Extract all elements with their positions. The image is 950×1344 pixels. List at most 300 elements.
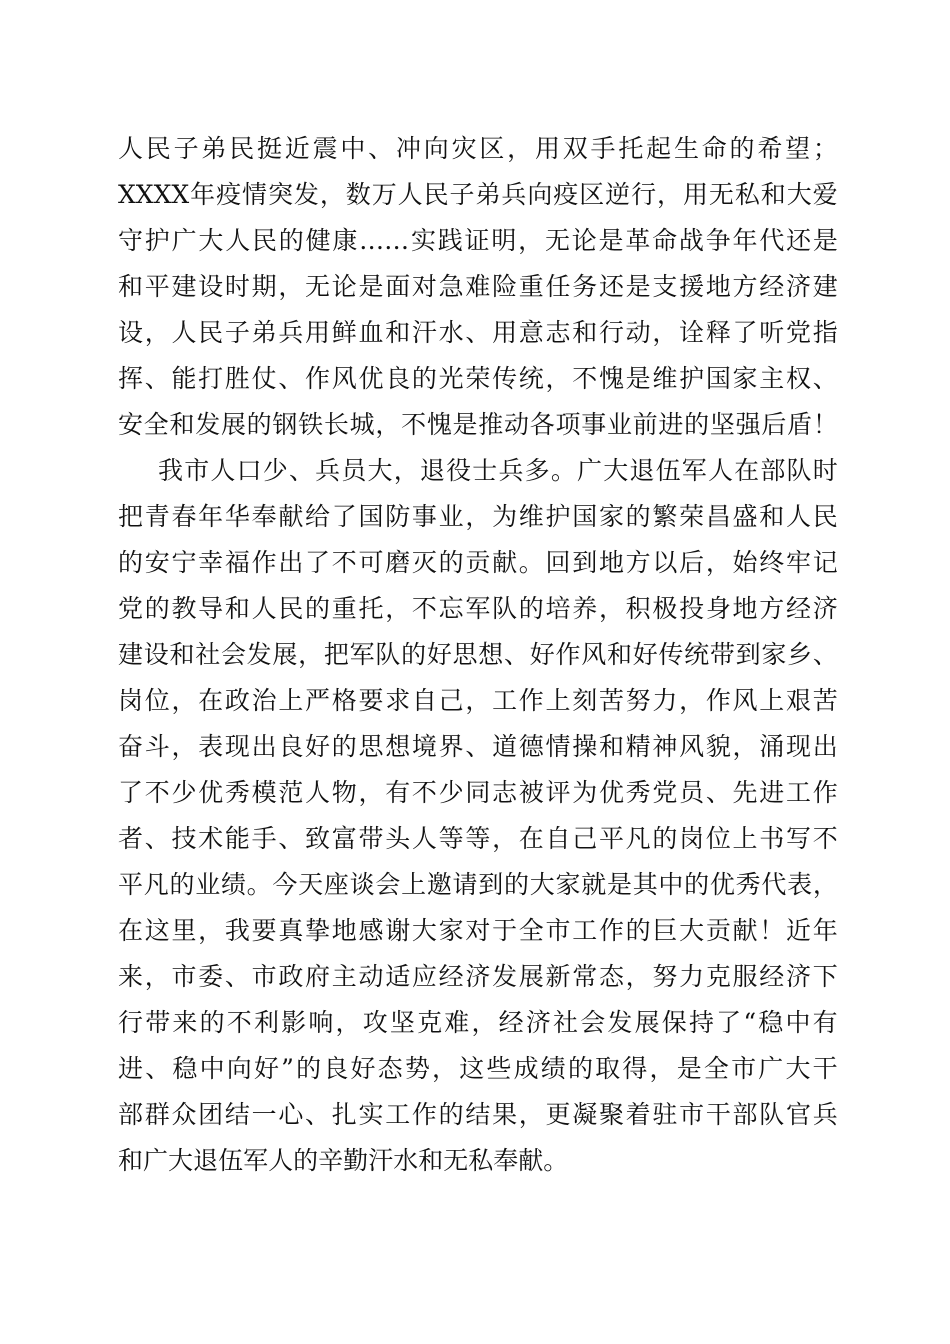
glyph: 不	[226, 1008, 252, 1037]
glyph: 谢	[385, 916, 411, 945]
glyph: 作	[518, 686, 544, 715]
glyph: 好	[253, 1054, 279, 1083]
glyph: 不	[401, 410, 427, 439]
glyph: 济	[785, 962, 811, 991]
glyph: 希	[757, 134, 783, 163]
glyph: 双	[562, 134, 588, 163]
glyph: 着	[625, 1100, 651, 1129]
glyph: 回	[545, 548, 571, 577]
glyph: 到	[572, 548, 598, 577]
glyph: 爱	[812, 180, 838, 209]
glyph: 结	[224, 1100, 250, 1129]
text-line	[118, 1092, 838, 1138]
text-line	[118, 586, 838, 632]
glyph: ，	[465, 502, 491, 531]
glyph: 时	[812, 456, 838, 485]
glyph: 和	[418, 1146, 444, 1175]
glyph: 和	[118, 1146, 144, 1175]
glyph: 行	[118, 1008, 144, 1037]
glyph: ，	[545, 364, 571, 393]
glyph: 评	[545, 778, 571, 807]
glyph: 奉	[251, 502, 277, 531]
glyph: 的	[652, 824, 678, 853]
text-line	[118, 494, 838, 540]
glyph: 盛	[732, 502, 758, 531]
glyph: 护	[144, 226, 170, 255]
glyph: 技	[171, 824, 197, 853]
glyph: 出	[251, 732, 277, 761]
glyph: 项	[555, 410, 581, 439]
glyph: ，	[657, 180, 683, 209]
glyph: 好	[350, 1054, 376, 1083]
glyph: 践	[437, 226, 463, 255]
glyph: 自	[411, 686, 437, 715]
glyph: ，	[144, 318, 170, 347]
glyph: 情	[242, 180, 268, 209]
glyph: 势	[404, 1054, 430, 1083]
glyph: 地	[598, 548, 624, 577]
glyph: 命	[701, 134, 727, 163]
glyph: 血	[358, 318, 384, 347]
glyph: 的	[729, 134, 755, 163]
text-line	[118, 816, 838, 862]
paragraph-2	[118, 448, 838, 1184]
glyph: 挺	[256, 134, 282, 163]
glyph: 影	[281, 1008, 307, 1037]
glyph: 己	[572, 824, 598, 853]
glyph: 党	[118, 594, 144, 623]
glyph: 不	[572, 364, 598, 393]
glyph: ，	[465, 686, 491, 715]
glyph: 行	[598, 318, 624, 347]
glyph: 以	[652, 548, 678, 577]
glyph: 不	[411, 778, 437, 807]
glyph: 大	[786, 180, 812, 209]
glyph: 传	[658, 640, 684, 669]
glyph: 表	[787, 870, 813, 899]
glyph: ，	[492, 824, 518, 853]
glyph: 是	[606, 870, 632, 899]
glyph: 队	[375, 640, 401, 669]
glyph: 突	[267, 180, 293, 209]
glyph: 展	[634, 1008, 660, 1037]
glyph: 上	[278, 686, 304, 715]
glyph: 上	[545, 686, 571, 715]
glyph: 用	[682, 180, 708, 209]
glyph: 把	[323, 640, 349, 669]
glyph: 子	[449, 180, 475, 209]
glyph: 风	[581, 640, 607, 669]
glyph: ；	[812, 134, 838, 163]
glyph: 磨	[385, 548, 411, 577]
glyph: 挚	[305, 916, 331, 945]
glyph: 其	[632, 870, 658, 899]
glyph: 、	[465, 318, 491, 347]
glyph: 人	[411, 824, 437, 853]
glyph: 队	[492, 594, 518, 623]
glyph: 始	[732, 548, 758, 577]
glyph: 了	[732, 318, 758, 347]
text-line	[118, 126, 838, 172]
glyph: 胜	[224, 364, 250, 393]
glyph: 凝	[572, 1100, 598, 1129]
glyph: 手	[251, 824, 277, 853]
glyph: 记	[812, 548, 838, 577]
glyph: 工	[785, 778, 811, 807]
glyph: 愧	[598, 364, 624, 393]
glyph: 员	[679, 778, 705, 807]
text-line	[118, 218, 838, 264]
glyph: 优	[358, 364, 384, 393]
glyph: 有	[385, 778, 411, 807]
glyph: 人	[171, 318, 197, 347]
glyph: 贡	[705, 916, 731, 945]
glyph: 、	[504, 640, 530, 669]
glyph: 模	[251, 778, 277, 807]
glyph: ，	[679, 686, 705, 715]
glyph: 有	[812, 1008, 838, 1037]
glyph: 员	[341, 456, 367, 485]
glyph: 光	[438, 364, 464, 393]
glyph: 带	[709, 640, 735, 669]
glyph: 建	[118, 640, 144, 669]
glyph: 优	[709, 870, 735, 899]
glyph: 刻	[572, 686, 598, 715]
glyph: 身	[705, 594, 731, 623]
glyph: 华	[224, 502, 250, 531]
glyph: 。	[246, 870, 272, 899]
glyph: 疫	[553, 180, 579, 209]
glyph: 福	[224, 548, 250, 577]
glyph: ，	[432, 1054, 458, 1083]
glyph: 更	[545, 1100, 571, 1129]
glyph: 和	[606, 640, 632, 669]
glyph: 物	[331, 778, 357, 807]
text-line	[118, 862, 838, 908]
glyph: ，	[335, 1008, 361, 1037]
glyph: 少	[262, 456, 288, 485]
glyph: 口	[236, 456, 262, 485]
glyph: ，	[732, 732, 758, 761]
glyph: 诠	[679, 318, 705, 347]
glyph: 苦	[598, 686, 624, 715]
glyph: 指	[812, 318, 838, 347]
glyph: 成	[513, 1054, 539, 1083]
glyph: 民	[812, 502, 838, 531]
glyph: 适	[385, 962, 411, 991]
glyph: ，	[144, 962, 170, 991]
glyph: 万	[371, 180, 397, 209]
glyph: 大	[198, 226, 224, 255]
glyph: 能	[224, 824, 250, 853]
glyph: 良	[323, 1054, 349, 1083]
glyph: 攻	[362, 1008, 388, 1037]
glyph: 和	[598, 732, 624, 761]
glyph: 了	[331, 502, 357, 531]
glyph: 经	[759, 272, 785, 301]
glyph: XXXX	[118, 180, 190, 209]
glyph: 主	[759, 364, 785, 393]
glyph: 在	[118, 916, 144, 945]
glyph: 积	[625, 594, 651, 623]
glyph: 人	[707, 456, 733, 485]
glyph: 情	[545, 732, 571, 761]
glyph: ，	[171, 686, 197, 715]
glyph: 汗	[368, 1146, 394, 1175]
glyph: 态	[598, 962, 624, 991]
glyph: 绩	[220, 870, 246, 899]
glyph: 要	[251, 916, 277, 945]
glyph: 的	[625, 502, 651, 531]
glyph: 队	[759, 1100, 785, 1129]
glyph: 驻	[652, 1100, 678, 1129]
glyph: 昌	[705, 502, 731, 531]
glyph: 用	[534, 134, 560, 163]
glyph: ，	[298, 640, 324, 669]
glyph: 是	[358, 272, 384, 301]
glyph: 为	[492, 502, 518, 531]
glyph: 教	[171, 594, 197, 623]
glyph: 弟	[251, 318, 277, 347]
glyph: 广	[143, 1146, 169, 1175]
glyph: 在	[198, 686, 224, 715]
glyph: 向	[527, 180, 553, 209]
glyph: 代	[759, 226, 785, 255]
glyph: 的	[293, 1146, 319, 1175]
glyph: 军	[465, 594, 491, 623]
glyph: 现	[224, 732, 250, 761]
glyph: 设	[198, 272, 224, 301]
glyph: 岗	[679, 824, 705, 853]
glyph: 用	[492, 318, 518, 347]
glyph: 动	[625, 318, 651, 347]
glyph: 极	[652, 594, 678, 623]
glyph: 兵	[812, 1100, 838, 1129]
glyph: 的	[411, 364, 437, 393]
glyph: ，	[385, 594, 411, 623]
glyph: 致	[305, 824, 331, 853]
glyph: 后	[679, 548, 705, 577]
glyph: 经	[498, 1008, 524, 1037]
glyph: 好	[426, 640, 452, 669]
glyph: 绩	[540, 1054, 566, 1083]
glyph: 荣	[465, 364, 491, 393]
glyph: 人	[785, 502, 811, 531]
glyph: 了	[305, 548, 331, 577]
glyph: 心	[278, 1100, 304, 1129]
glyph: 望	[785, 134, 811, 163]
glyph: 建	[171, 272, 197, 301]
glyph: 灾	[451, 134, 477, 163]
glyph: 人	[305, 778, 331, 807]
glyph: 济	[525, 1008, 551, 1037]
glyph: 界	[438, 732, 464, 761]
glyph: 的	[305, 594, 331, 623]
glyph: 地	[705, 272, 731, 301]
glyph: ，	[812, 870, 838, 899]
glyph: 前	[632, 410, 658, 439]
glyph: 忘	[438, 594, 464, 623]
glyph: 、	[465, 732, 491, 761]
glyph: 动	[358, 962, 384, 991]
glyph: 对	[411, 272, 437, 301]
glyph: 党	[785, 318, 811, 347]
glyph: 等	[465, 824, 491, 853]
glyph: 难	[444, 1008, 470, 1037]
glyph: 私	[734, 180, 760, 209]
glyph: 发	[293, 180, 319, 209]
glyph: 市	[251, 962, 277, 991]
glyph: 国	[358, 502, 384, 531]
glyph: 的	[438, 1100, 464, 1129]
glyph: 上	[759, 686, 785, 715]
glyph: 少	[171, 778, 197, 807]
glyph: 贡	[465, 548, 491, 577]
glyph: 人	[225, 226, 251, 255]
glyph: 市	[184, 456, 210, 485]
glyph: 是	[676, 1054, 702, 1083]
glyph: 工	[385, 1100, 411, 1129]
glyph: 业	[195, 870, 221, 899]
glyph: 进	[658, 410, 684, 439]
glyph: 广	[758, 1054, 784, 1083]
glyph: 先	[732, 778, 758, 807]
glyph: 近	[785, 916, 811, 945]
glyph: 下	[812, 962, 838, 991]
glyph: 春	[171, 502, 197, 531]
glyph: 方	[625, 548, 651, 577]
glyph: 民	[198, 318, 224, 347]
glyph: 稳	[758, 1008, 784, 1037]
glyph: 优	[598, 778, 624, 807]
glyph: 士	[472, 456, 498, 485]
glyph: 党	[652, 778, 678, 807]
glyph: 、	[224, 962, 250, 991]
glyph: 些	[486, 1054, 512, 1083]
glyph: 家	[555, 870, 581, 899]
glyph: 天	[298, 870, 324, 899]
glyph: 献	[492, 548, 518, 577]
glyph: 实	[410, 226, 436, 255]
glyph: 不	[812, 824, 838, 853]
glyph: 真	[278, 916, 304, 945]
glyph: 代	[761, 870, 787, 899]
glyph: ，	[705, 548, 731, 577]
glyph: 维	[652, 364, 678, 393]
glyph: 志	[545, 318, 571, 347]
glyph: 出	[278, 548, 304, 577]
glyph: 民	[251, 226, 277, 255]
glyph: 仗	[251, 364, 277, 393]
glyph: 是	[452, 410, 478, 439]
glyph: 。	[550, 456, 576, 485]
glyph: 头	[385, 824, 411, 853]
glyph: 等	[438, 824, 464, 853]
glyph: 社	[195, 640, 221, 669]
glyph: 献	[732, 916, 758, 945]
glyph: 的	[296, 1054, 322, 1083]
glyph: 对	[465, 916, 491, 945]
glyph: 家	[438, 916, 464, 945]
glyph: 年	[198, 502, 224, 531]
glyph: 我	[158, 456, 184, 485]
glyph: 秀	[735, 870, 761, 899]
glyph: 良	[278, 732, 304, 761]
glyph: 展	[518, 962, 544, 991]
glyph: 打	[198, 364, 224, 393]
glyph: 全	[703, 1054, 729, 1083]
glyph: 家	[761, 640, 787, 669]
glyph: 带	[358, 824, 384, 853]
glyph: 到	[735, 640, 761, 669]
glyph: 政	[224, 686, 250, 715]
glyph: 凡	[625, 824, 651, 853]
glyph: 统	[684, 640, 710, 669]
glyph: 、	[144, 824, 170, 853]
glyph: 子	[173, 134, 199, 163]
glyph: 和	[759, 502, 785, 531]
glyph: 常	[572, 962, 598, 991]
glyph: 作	[251, 548, 277, 577]
glyph: 、	[705, 778, 731, 807]
glyph: 地	[331, 916, 357, 945]
glyph: 巨	[652, 916, 678, 945]
glyph: 业	[438, 502, 464, 531]
glyph: 果	[492, 1100, 518, 1129]
glyph: ……	[359, 226, 410, 255]
glyph: 稳	[172, 1054, 198, 1083]
glyph: 设	[143, 640, 169, 669]
glyph: 是	[812, 226, 838, 255]
text-line	[118, 1046, 838, 1092]
glyph: 命	[652, 226, 678, 255]
glyph: 托	[618, 134, 644, 163]
glyph: 冲	[395, 134, 421, 163]
glyph: 和	[760, 180, 786, 209]
glyph: 中	[199, 1054, 225, 1083]
glyph: 好	[529, 640, 555, 669]
glyph: 操	[572, 732, 598, 761]
glyph: 坚	[709, 410, 735, 439]
glyph: 大	[168, 1146, 194, 1175]
glyph: 国	[705, 364, 731, 393]
glyph: 推	[478, 410, 504, 439]
glyph: 近	[284, 134, 310, 163]
glyph: 在	[518, 824, 544, 853]
glyph: 进	[118, 1054, 144, 1083]
glyph: 经	[438, 962, 464, 991]
glyph: 的	[504, 870, 530, 899]
glyph: 服	[732, 962, 758, 991]
glyph: 利	[253, 1008, 279, 1037]
glyph: 急	[438, 272, 464, 301]
glyph: 同	[465, 778, 491, 807]
glyph: 要	[358, 686, 384, 715]
glyph: 权	[785, 364, 811, 393]
glyph: ，	[171, 732, 197, 761]
glyph: 生	[673, 134, 699, 163]
glyph: 市	[731, 1054, 757, 1083]
glyph: 作	[305, 364, 331, 393]
text-line	[118, 770, 838, 816]
glyph: 己	[438, 686, 464, 715]
glyph: 和	[118, 272, 144, 301]
glyph: 的	[169, 870, 195, 899]
glyph: 军	[349, 640, 375, 669]
glyph: 中	[785, 1008, 811, 1037]
glyph: 和	[572, 318, 598, 347]
glyph: 安	[118, 410, 144, 439]
